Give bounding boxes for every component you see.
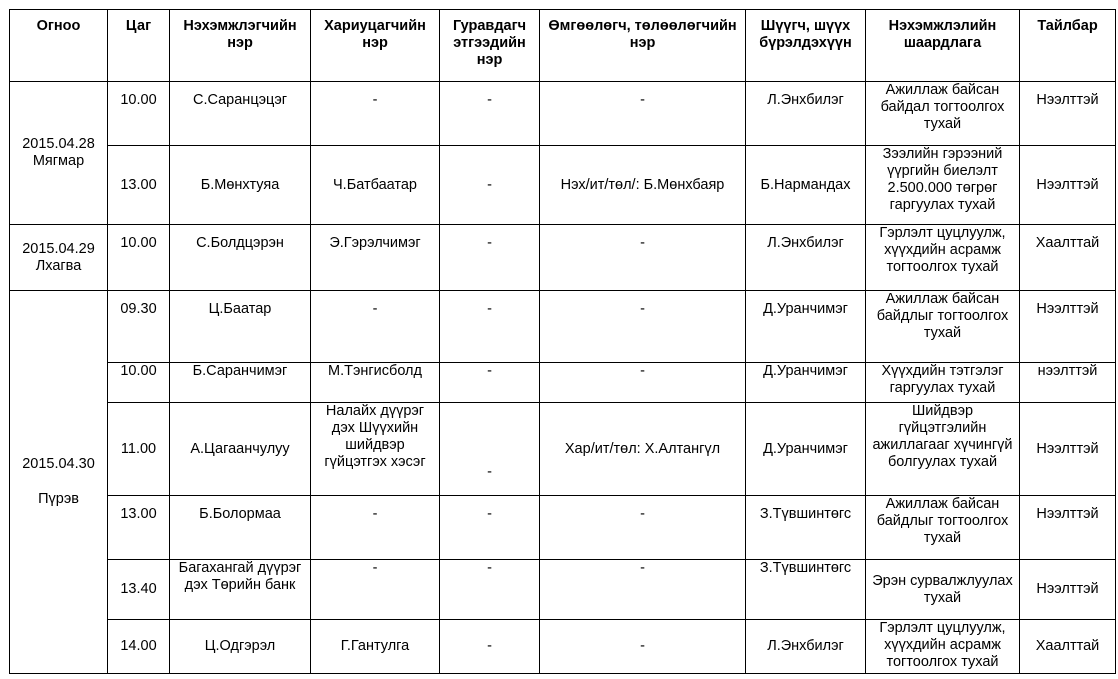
defendant-cell: - xyxy=(311,291,440,363)
plaintiff-cell: Б.Болормаа xyxy=(170,496,311,560)
representative-cell: - xyxy=(540,560,746,620)
note-cell: Нээлттэй xyxy=(1020,496,1116,560)
representative-cell: - xyxy=(540,291,746,363)
header-claim: Нэхэмжлэлийн шаардлага xyxy=(866,10,1020,82)
date-cell xyxy=(10,82,108,225)
note-cell: Нээлттэй xyxy=(1020,291,1116,363)
claim-cell: Ажиллаж байсан байдал тогтоолгох тухай xyxy=(866,82,1020,146)
third-party-cell: - xyxy=(440,403,540,496)
date-cell xyxy=(10,225,108,291)
time-cell: 09.30 xyxy=(108,291,170,363)
plaintiff-cell: С.Болдцэрэн xyxy=(170,225,311,291)
claim-cell: Зээлийн гэрээний үүргийн биелэлт 2.500.000 төгрөг гаргуулах тухай xyxy=(866,146,1020,225)
weekday-value: Лхагва xyxy=(35,257,82,274)
weekday-value: Мягмар xyxy=(32,153,85,169)
time-cell: 10.00 xyxy=(108,363,170,403)
defendant-cell: Налайх дүүрэг дэх Шүүхийн шийдвэр гүйцэтгэх хэсэг xyxy=(311,403,440,496)
judge-cell: З.Түвшинтөгс xyxy=(746,496,866,560)
note-cell: Нээлттэй xyxy=(1020,146,1116,225)
header-judge: Шүүгч, шүүх бүрэлдэхүүн xyxy=(746,10,866,82)
table-row xyxy=(10,291,1116,363)
time-cell: 14.00 xyxy=(108,620,170,674)
note-cell: Нээлттэй xyxy=(1020,403,1116,496)
representative-cell: Хар/ит/төл: Х.Алтангүл xyxy=(540,403,746,496)
third-party-cell: - xyxy=(440,146,540,225)
defendant-cell: - xyxy=(311,560,440,620)
plaintiff-cell: Б.Мөнхтуяа xyxy=(170,146,311,225)
judge-cell: Л.Энхбилэг xyxy=(746,620,866,674)
claim-cell: Шийдвэр гүйцэтгэлийн ажиллагааг хүчингүй болгуулах тухай xyxy=(866,403,1020,496)
note-cell: нээлттэй xyxy=(1020,363,1116,403)
claim-cell: Гэрлэлт цуцлуулж, хүүхдийн асрамж тогтоолгох тухай xyxy=(866,225,1020,291)
judge-cell: Д.Уранчимэг xyxy=(746,403,866,496)
table-row xyxy=(10,146,1116,225)
judge-cell: Д.Уранчимэг xyxy=(746,363,866,403)
claim-cell: Хүүхдийн тэтгэлэг гаргуулах тухай xyxy=(866,363,1020,403)
time-cell: 13.40 xyxy=(108,560,170,620)
table-row xyxy=(10,620,1116,674)
table-row xyxy=(10,363,1116,403)
representative-cell: - xyxy=(540,620,746,674)
header-representative: Өмгөөлөгч, төлөөлөгчийн нэр xyxy=(540,10,746,82)
time-cell: 10.00 xyxy=(108,82,170,146)
third-party-cell: - xyxy=(440,620,540,674)
representative-cell: - xyxy=(540,363,746,403)
header-note: Тайлбар xyxy=(1020,10,1116,82)
date-value: 2015.04.29 xyxy=(22,240,95,257)
date-cell xyxy=(10,291,108,674)
defendant-cell: Э.Гэрэлчимэг xyxy=(311,225,440,291)
claim-cell: Эрэн сурвалжлуулах тухай xyxy=(866,560,1020,620)
table-row xyxy=(10,82,1116,146)
representative-cell: - xyxy=(540,82,746,146)
judge-cell: З.Түвшинтөгс xyxy=(746,560,866,620)
header-date: Огноо xyxy=(10,10,108,82)
claim-cell: Ажиллаж байсан байдлыг тогтоолгох тухай xyxy=(866,291,1020,363)
court-schedule-table xyxy=(9,9,1116,674)
header-third-party: Гуравдагч этгээдийн нэр xyxy=(440,10,540,82)
third-party-cell: - xyxy=(440,363,540,403)
date-value: 2015.04.28 xyxy=(22,136,95,152)
table-row xyxy=(10,403,1116,496)
date-value: 2015.04.30 xyxy=(22,456,95,472)
representative-cell: - xyxy=(540,496,746,560)
time-cell: 11.00 xyxy=(108,403,170,496)
header-row xyxy=(10,10,1116,82)
plaintiff-cell: Ц.Баатар xyxy=(170,291,311,363)
plaintiff-cell: Ц.Одгэрэл xyxy=(170,620,311,674)
note-cell: Хаалттай xyxy=(1020,620,1116,674)
plaintiff-cell: Багахангай дүүрэг дэх Төрийн банк xyxy=(170,560,311,620)
time-cell: 13.00 xyxy=(108,496,170,560)
third-party-cell: - xyxy=(440,496,540,560)
plaintiff-cell: С.Саранцэцэг xyxy=(170,82,311,146)
plaintiff-cell: Б.Саранчимэг xyxy=(170,363,311,403)
time-cell: 10.00 xyxy=(108,225,170,291)
defendant-cell: - xyxy=(311,496,440,560)
third-party-cell: - xyxy=(440,291,540,363)
claim-cell: Гэрлэлт цуцлуулж, хүүхдийн асрамж тогтоолгох тухай xyxy=(866,620,1020,674)
defendant-cell: Ч.Батбаатар xyxy=(311,146,440,225)
judge-cell: Б.Нармандах xyxy=(746,146,866,225)
third-party-cell: - xyxy=(440,225,540,291)
judge-cell: Л.Энхбилэг xyxy=(746,82,866,146)
defendant-cell: Г.Гантулга xyxy=(311,620,440,674)
representative-cell: - xyxy=(540,225,746,291)
header-defendant: Хариуцагчийн нэр xyxy=(311,10,440,82)
defendant-cell: М.Тэнгисболд xyxy=(311,363,440,403)
weekday-value: Пүрэв xyxy=(38,491,79,507)
table-row xyxy=(10,496,1116,560)
time-cell: 13.00 xyxy=(108,146,170,225)
header-plaintiff: Нэхэмжлэгчийн нэр xyxy=(170,10,311,82)
note-cell: Нээлттэй xyxy=(1020,560,1116,620)
table-row xyxy=(10,560,1116,620)
judge-cell: Л.Энхбилэг xyxy=(746,225,866,291)
third-party-cell: - xyxy=(440,560,540,620)
header-time: Цаг xyxy=(108,10,170,82)
note-cell: Хаалттай xyxy=(1020,225,1116,291)
representative-cell: Нэх/ит/төл/: Б.Мөнхбаяр xyxy=(540,146,746,225)
third-party-cell: - xyxy=(440,82,540,146)
judge-cell: Д.Уранчимэг xyxy=(746,291,866,363)
plaintiff-cell: А.Цагаанчулуу xyxy=(170,403,311,496)
table-row xyxy=(10,225,1116,291)
note-cell: Нээлттэй xyxy=(1020,82,1116,146)
defendant-cell: - xyxy=(311,82,440,146)
claim-cell: Ажиллаж байсан байдлыг тогтоолгох тухай xyxy=(866,496,1020,560)
